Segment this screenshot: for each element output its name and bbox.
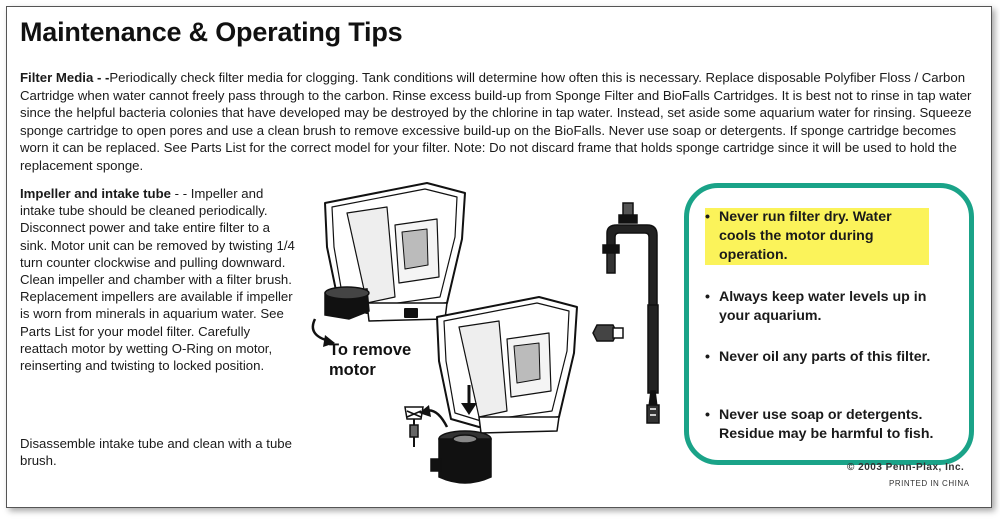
tip-item	[705, 406, 955, 444]
filter-housing-lower-icon	[437, 297, 577, 433]
tip-item	[705, 348, 955, 367]
bullet: •	[705, 349, 710, 365]
bullet: •	[705, 289, 710, 305]
tip-text: Never oil any parts of this filter.	[719, 349, 931, 365]
tip-text: Never run filter dry. Water cools the motor during operation.	[705, 208, 929, 265]
tip-item	[705, 288, 955, 326]
motor-bottom-icon	[431, 431, 491, 483]
to-remove-motor-label: To remove motor	[329, 341, 412, 379]
tips-callout	[684, 183, 974, 465]
impeller-heading: Impeller and intake tube	[20, 186, 171, 201]
filter-media-heading: Filter Media - -	[20, 70, 110, 85]
bullet: •	[705, 407, 710, 423]
tip-text: Always keep water levels up in your aquarium.	[719, 289, 927, 324]
bullet: •	[705, 209, 710, 225]
tip-item	[705, 208, 955, 265]
instruction-sheet	[6, 6, 992, 508]
tube-clamp-icon	[593, 325, 623, 341]
tip-text: Never use soap or detergents. Residue may be harmful to fish.	[719, 407, 934, 442]
page-title: Maintenance & Operating Tips	[20, 17, 403, 47]
printed-in-label: PRINTED IN CHINA	[889, 479, 970, 488]
intake-tube-icon	[603, 203, 659, 423]
copyright-text: © 2003 Penn-Plax, Inc.	[847, 462, 965, 473]
motor-unit-icon	[325, 287, 369, 319]
filter-media-body: Periodically check filter media for clogging. Tank conditions will determine how often this is necessary. Replace disposable Polyfiber Floss / Carbon Cartridge when water cannot freely pass through to the carbon. Rinse excess build-up from Sponge Filter and BioFalls Cartridges. It is best not to rinse in tap water since the helpful bacteria colonies that have developed may be destroyed by the chlorine in tap water. Instead, set aside some aquarium water for rinsing. Squeeze sponge cartridge to open pores and use a clean brush to remove excessive build-up on the BioFalls. Never use soap or detergents. If sponge cartridge becomes worn it can be replaced. See Parts List for the correct model for your filter. Note: Do not discard frame that holds sponge cartridge since it will be used to hold the replacement sponge.	[20, 70, 972, 173]
impeller-body: - - Impeller and intake tube should be cleaned periodically. Disconnect power and take entire filter to a sink. Motor unit can be removed by twisting 1/4 turn counter clockwise and pulling downward. Clean impeller and chamber with a filter brush. Replacement impellers are available if impeller is worn from minerals in aquarium water. See Parts List for your model filter. Carefully reattach motor by wetting O-Ring on motor, reinserting and twisting to locked position.	[20, 186, 295, 374]
disassemble-note: Disassemble intake tube and clean with a tube brush.	[20, 436, 292, 469]
